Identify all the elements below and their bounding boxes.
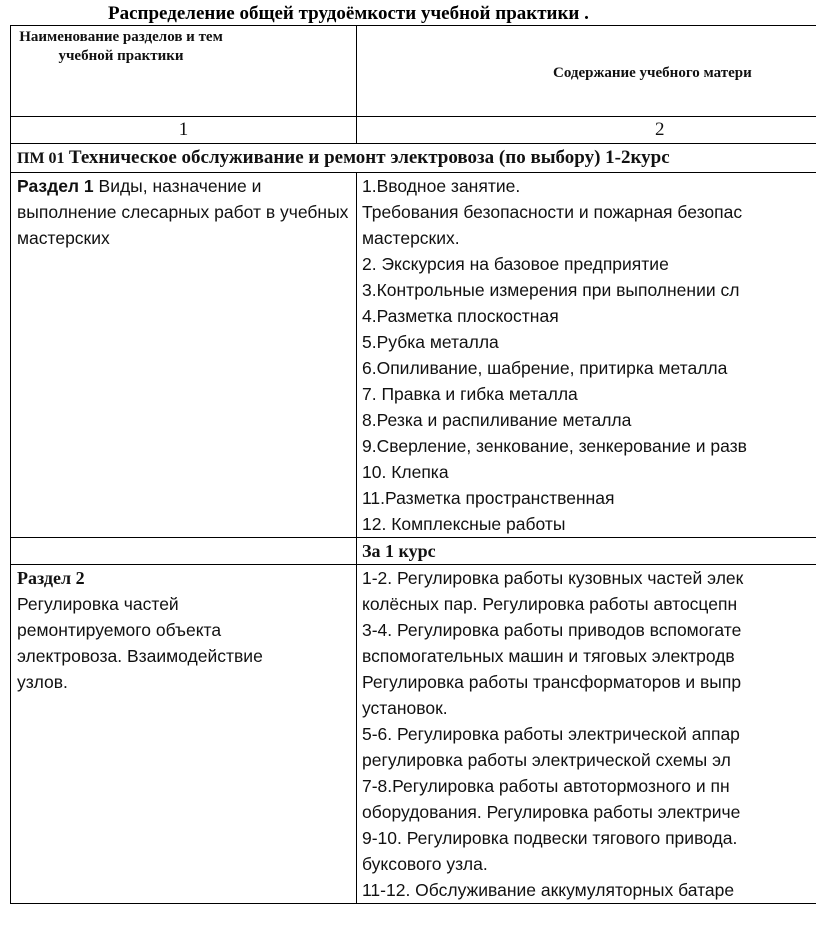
content-line: 4.Разметка плоскостная [362, 306, 559, 326]
section1-row [11, 173, 816, 538]
content-line: узлов. [17, 672, 68, 692]
content-line: 1.Вводное занятие. [362, 176, 521, 196]
header-col1-cell [11, 26, 357, 117]
column-number-2: 2 [655, 119, 665, 140]
section2-title-cell [11, 565, 357, 904]
content-line: 2. Экскурсия на базовое предприятие [362, 254, 669, 274]
content-line: 12. Комплексные работы [362, 514, 566, 534]
content-line: 3-4. Регулировка работы приводов вспомогате [362, 620, 742, 640]
content-line: 10. Клепка [362, 462, 449, 482]
subtotal-label: За 1 курс [362, 541, 436, 561]
subtotal-empty-cell [11, 538, 357, 565]
pm-cell [11, 144, 816, 173]
pm-name: Техническое обслуживание и ремонт электровоза (по выбору) 1-2курс [68, 147, 670, 168]
content-line: Требования безопасности и пожарная безопас [362, 202, 743, 222]
practice-table [10, 25, 816, 904]
content-line: 3.Контрольные измерения при выполнении сл [362, 280, 740, 300]
content-line: 11-12. Обслуживание аккумуляторных батаре [362, 880, 735, 900]
content-line: ремонтируемого объекта [17, 620, 222, 640]
content-line: 7-8.Регулировка работы автотормозного и пн [362, 776, 730, 796]
content-line: 5.Рубка металла [362, 332, 499, 352]
content-line: 6.Опиливание, шабрение, притирка металла [362, 358, 728, 378]
header-row [11, 26, 816, 117]
section2-label: Раздел 2 [17, 568, 85, 588]
header-col2-cell [357, 26, 816, 117]
section2-row [11, 565, 816, 904]
content-line: 1-2. Регулировка работы кузовных частей элек [362, 568, 744, 588]
column-number-1: 1 [11, 117, 357, 144]
content-line: 7. Правка и гибка металла [362, 384, 578, 404]
content-line: 9.Сверление, зенкование, зенкерование и разв [362, 436, 747, 456]
content-line: Регулировка работы трансформаторов и выпр [362, 672, 742, 692]
content-line: мастерских. [362, 228, 460, 248]
content-line: вспомогательных машин и тяговых электродв [362, 646, 735, 666]
subtotal-cell [357, 538, 816, 565]
content-line: оборудования. Регулировка работы электриче [362, 802, 741, 822]
content-line: 8.Резка и распиливание металла [362, 410, 632, 430]
pm-row [11, 144, 816, 173]
content-line: Регулировка частей [17, 594, 179, 614]
column-number-row [11, 117, 816, 144]
header-col2-text: Содержание учебного матери [553, 65, 752, 81]
section1-title: Виды, назначение и выполнение слесарных работ в учебных мастерских [17, 176, 349, 248]
content-line: колёсных пар. Регулировка работы автосцепн [362, 594, 738, 614]
content-line: буксового узла. [362, 854, 488, 874]
section2-content-cell [357, 565, 816, 904]
column-number-2-cell [357, 117, 816, 144]
subtotal-row [11, 538, 816, 565]
content-line: регулировка работы электрической схемы эл [362, 750, 731, 770]
section1-content-cell [357, 173, 816, 538]
content-line: установок. [362, 698, 448, 718]
page-title: Распределение общей трудоёмкости учебной практики . [108, 3, 589, 24]
content-line: 9-10. Регулировка подвески тягового привода. [362, 828, 738, 848]
content-line: 11.Разметка пространственная [362, 488, 615, 508]
content-line: электровоза. Взаимодействие [17, 646, 263, 666]
pm-code: ПМ 01 [17, 150, 65, 167]
section1-title-cell [11, 173, 357, 538]
section1-label: Раздел 1 [17, 176, 94, 196]
content-line: 5-6. Регулировка работы электрической аппар [362, 724, 740, 744]
header-col1-text: Наименование разделов и тем учебной практики [19, 29, 223, 64]
